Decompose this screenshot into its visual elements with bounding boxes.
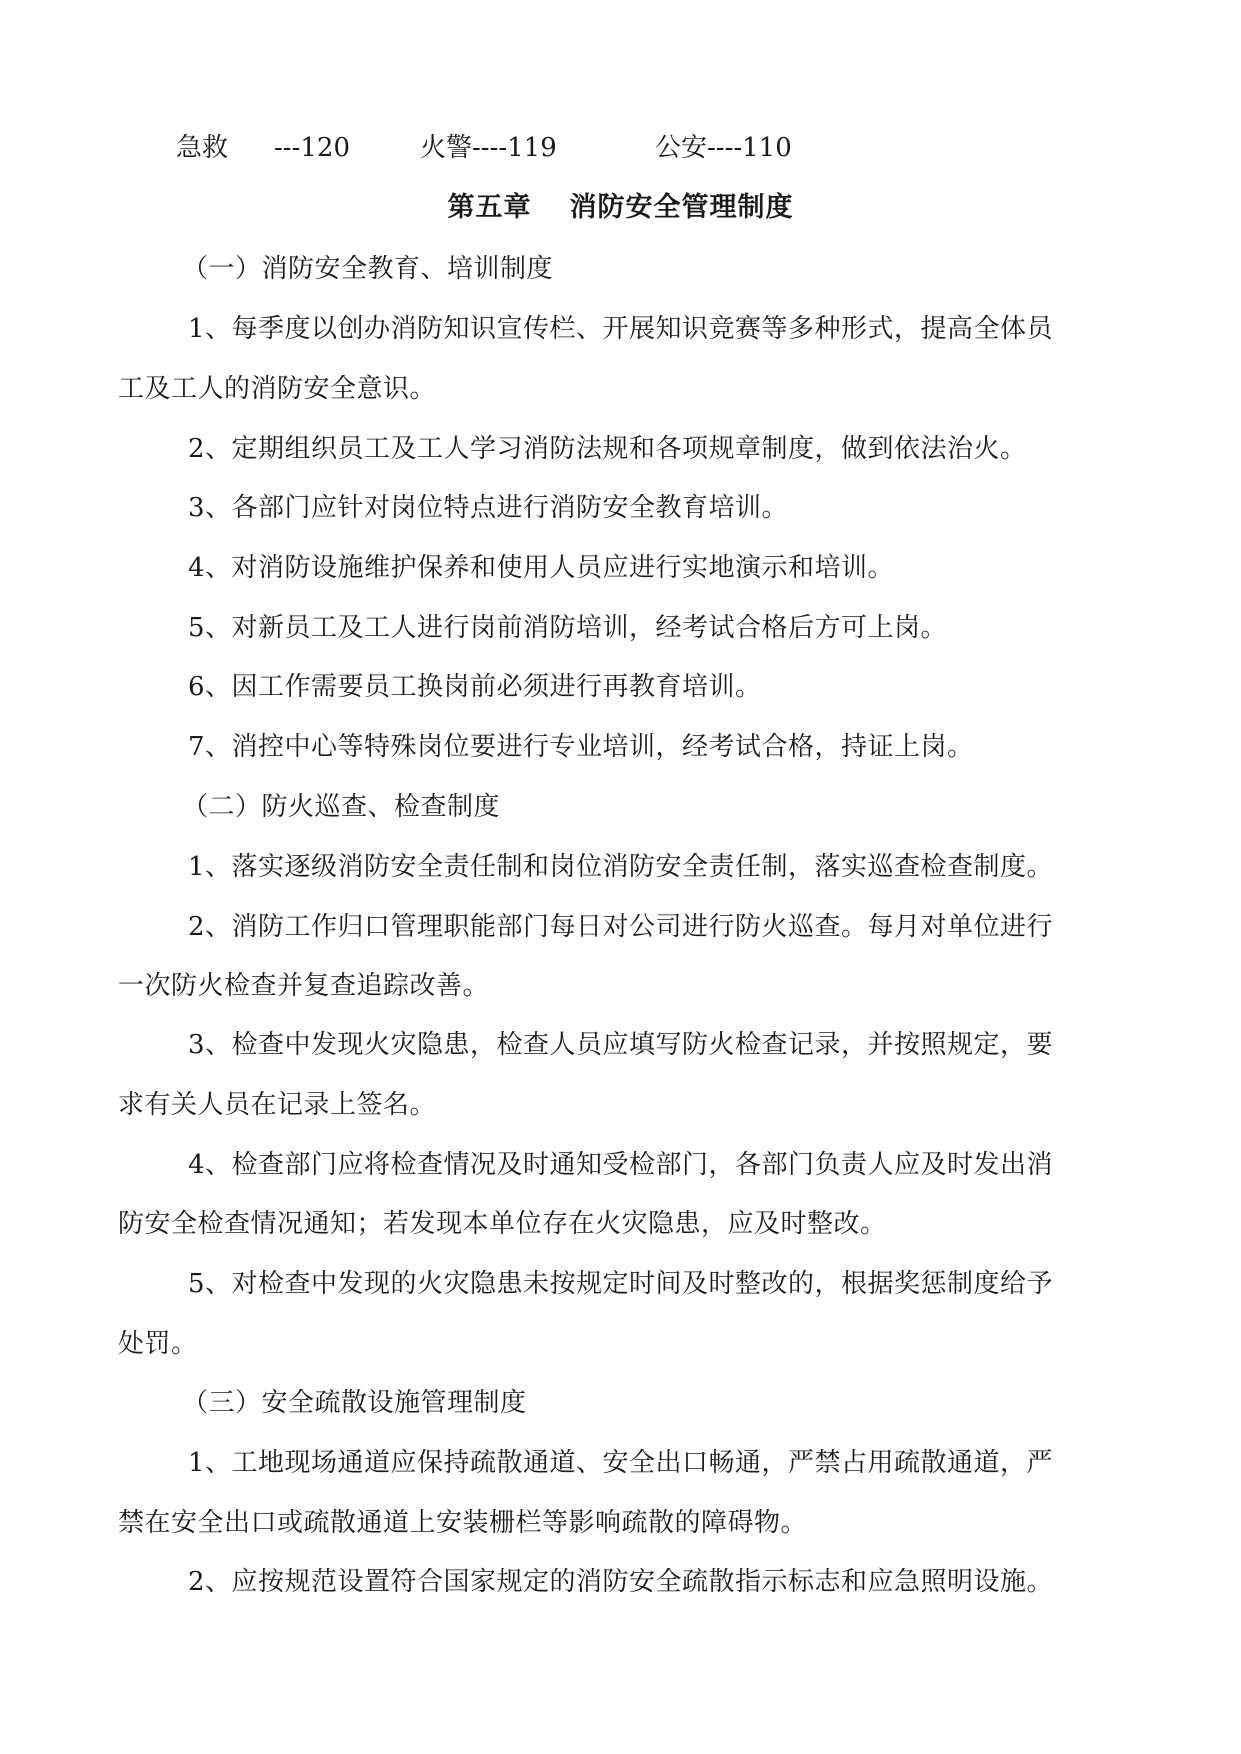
section-heading-2: （二）防火巡查、检查制度: [182, 792, 501, 822]
first-aid-number: ---120: [274, 133, 350, 163]
paragraph-line: 禁在安全出口或疏散通道上安装栅栏等影响疏散的障碍物。: [118, 1508, 808, 1538]
section-heading-1: （一）消防安全教育、培训制度: [182, 254, 554, 284]
paragraph-line: 工及工人的消防安全意识。: [118, 374, 437, 404]
paragraph-line: 2、定期组织员工及工人学习消防法规和各项规章制度，做到依法治火。: [188, 434, 1027, 464]
paragraph-line: 3、检查中发现火灾隐患，检查人员应填写防火检查记录，并按照规定，要: [188, 1030, 1054, 1060]
paragraph-line: 防安全检查情况通知；若发现本单位存在火灾隐患，应及时整改。: [118, 1209, 887, 1239]
paragraph-line: 处罚。: [118, 1329, 198, 1359]
first-aid-label: 急救: [176, 133, 229, 163]
paragraph-line: 6、因工作需要员工换岗前必须进行再教育培训。: [188, 672, 762, 702]
chapter-number: 第五章: [447, 192, 532, 223]
chapter-title: 消防安全管理制度: [569, 192, 794, 223]
paragraph-line: 3、各部门应针对岗位特点进行消防安全教育培训。: [188, 493, 789, 523]
paragraph-line: 一次防火检查并复查追踪改善。: [118, 971, 490, 1001]
paragraph-line: 5、对新员工及工人进行岗前消防培训，经考试合格后方可上岗。: [188, 613, 948, 643]
paragraph-line: 1、落实逐级消防安全责任制和岗位消防安全责任制，落实巡查检查制度。: [188, 852, 1054, 882]
chapter-heading: [0, 190, 1241, 226]
paragraph-line: 4、检查部门应将检查情况及时通知受检部门，各部门负责人应及时发出消: [188, 1150, 1054, 1180]
paragraph-line: 7、消控中心等特殊岗位要进行专业培训，经考试合格，持证上岗。: [188, 732, 974, 762]
paragraph-line: 求有关人员在记录上签名。: [118, 1090, 437, 1120]
paragraph-line: 1、工地现场通道应保持疏散通道、安全出口畅通，严禁占用疏散通道，严: [188, 1448, 1054, 1478]
section-heading-3: （三）安全疏散设施管理制度: [182, 1388, 527, 1418]
police-number: 公安----110: [655, 133, 792, 163]
paragraph-line: 4、对消防设施维护保养和使用人员应进行实地演示和培训。: [188, 553, 895, 583]
emergency-numbers: [0, 131, 1241, 167]
paragraph-line: 1、每季度以创办消防知识宣传栏、开展知识竞赛等多种形式，提高全体员: [188, 314, 1054, 344]
paragraph-line: 2、应按规范设置符合国家规定的消防安全疏散指示标志和应急照明设施。: [188, 1567, 1054, 1597]
paragraph-line: 5、对检查中发现的火灾隐患未按规定时间及时整改的，根据奖惩制度给予: [188, 1269, 1054, 1299]
paragraph-line: 2、消防工作归口管理职能部门每日对公司进行防火巡查。每月对单位进行: [188, 912, 1054, 942]
fire-alarm-number: 火警----119: [420, 133, 557, 163]
